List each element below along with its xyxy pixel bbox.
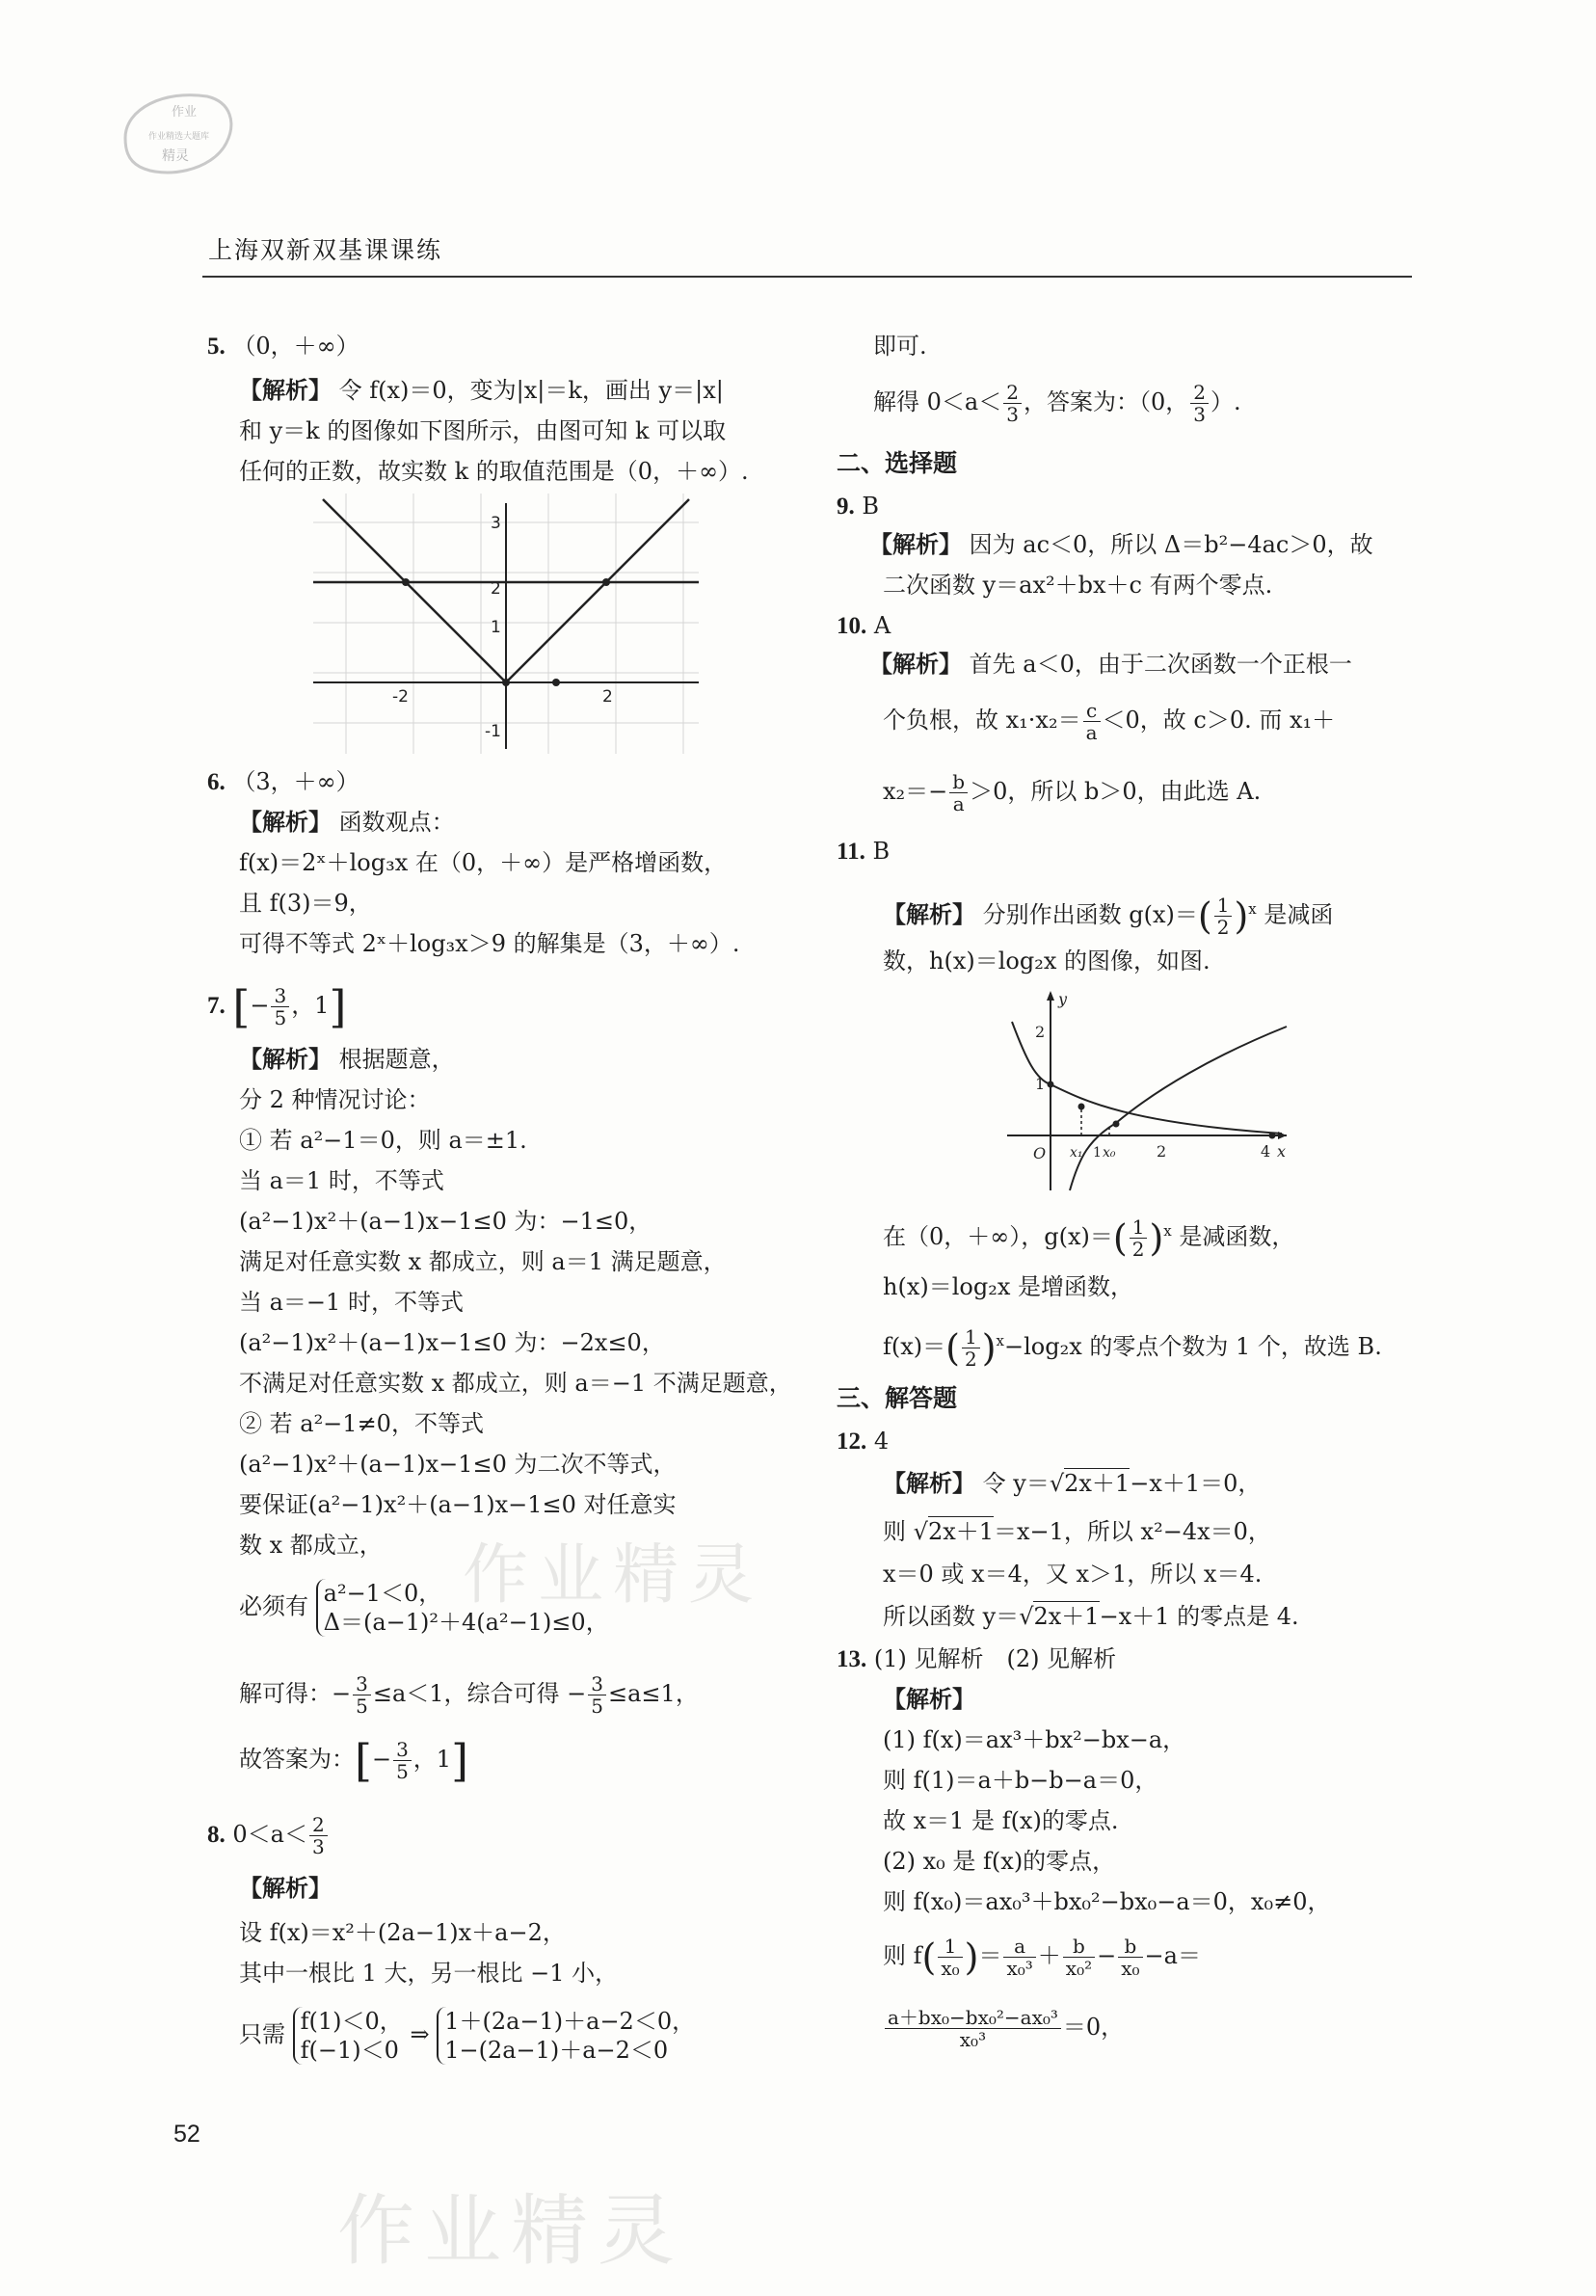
- q7-tag: 【解析】: [239, 1045, 332, 1073]
- q8-system-2: [437, 2007, 695, 2065]
- intersection-left: [402, 578, 410, 586]
- q7-line1: [239, 1045, 455, 1074]
- q8c-frac2-den: 3: [1193, 403, 1206, 426]
- q7-solve-frac2-num: 3: [588, 1673, 606, 1695]
- q6-tag: 【解析】: [239, 808, 332, 836]
- logo-text-2: 作业精选大题库: [148, 132, 210, 142]
- q13-l6-pre: 则 f: [883, 1942, 922, 1969]
- section-answer: 三、解答题: [837, 1384, 958, 1412]
- q8-ans-pre: 0＜a＜: [232, 1821, 307, 1848]
- q11-line1: 【解析】 分别作出函数 g(x)＝( $\frac{1}{2}$ )$^x$ 是减函: [883, 894, 1334, 939]
- q7-ans-num: 3: [271, 985, 289, 1007]
- q13-text-3: 故 x＝1 是 f(x)的零点.: [883, 1807, 1119, 1834]
- q11-c3-pre: f(x)＝: [883, 1333, 946, 1360]
- q7-text-7: (a²−1)x²＋(a−1)x−1≤0 为：−2x≤0，: [239, 1329, 665, 1356]
- q13-line7: [883, 2003, 1124, 2051]
- q12-root-1: 2x＋1: [1064, 1470, 1130, 1497]
- q8c-pre: 解得 0＜a＜: [873, 388, 1002, 415]
- q12-l2-pre: 则: [883, 1518, 914, 1545]
- q12-answer: 4: [873, 1428, 890, 1455]
- q13-text-4: (2) x₀ 是 f(x)的零点，: [883, 1848, 1116, 1875]
- q12-l1-pre: 令 y＝: [982, 1470, 1050, 1497]
- q7-final-pre: 故答案为：: [239, 1746, 355, 1773]
- section-choice: 二、选择题: [837, 449, 958, 477]
- q7-solve-end: ≤a≤1，: [608, 1680, 699, 1707]
- g2-ytick1: 1: [1035, 1075, 1046, 1093]
- q8-system: [239, 2007, 695, 2065]
- q10-frac-a2: a: [952, 792, 965, 815]
- q7-ans-fraction: [271, 985, 289, 1028]
- q8-tag: [239, 1874, 332, 1903]
- q11-c3-num: 1: [962, 1326, 980, 1348]
- graph-exp-log: [993, 983, 1291, 1195]
- q7-sys-1: a²−1＜0，: [323, 1580, 442, 1607]
- page-number: 52: [173, 2121, 200, 2148]
- q8-cont-solve: [873, 378, 1241, 426]
- q12-line2: 则 √2x＋1＝x−1，所以 x²−4x＝0，: [883, 1518, 1271, 1545]
- q10-frac-a: a: [1085, 721, 1098, 744]
- q7-text-11: 要保证(a²−1)x²＋(a−1)x−1≤0 对任意实: [239, 1491, 677, 1518]
- q12-root-2: 2x＋1: [927, 1518, 995, 1545]
- q5-line1: [239, 376, 724, 405]
- q5-tag: 【解析】: [239, 376, 332, 404]
- q11-c3-den: 2: [964, 1348, 977, 1371]
- q13-text-5: 则 f(x₀)＝ax₀³＋bx₀²−bx₀−a＝0，x₀≠0，: [883, 1888, 1331, 1915]
- q8-text-1: 设 f(x)＝x²＋(2a−1)x＋a−2，: [239, 1919, 566, 1946]
- q11-answer: B: [872, 838, 891, 865]
- graph-abs-x: [313, 494, 699, 754]
- q11-half-den: 2: [1216, 916, 1230, 939]
- q13-frac3: [1063, 1936, 1095, 1979]
- q12-l1-post: −x＋1＝0，: [1130, 1470, 1262, 1497]
- publisher-logo: [116, 85, 239, 181]
- q7-solve-frac1: [353, 1673, 371, 1717]
- q10-l2-pre: 个负根，故 x₁·x₂＝: [883, 707, 1081, 734]
- q10-head: [837, 611, 891, 641]
- g1-tick-neg2: -2: [392, 687, 409, 707]
- q13-text-1: (1) f(x)＝ax³＋bx²−bx−a，: [883, 1726, 1186, 1753]
- q12-root-3: 2x＋1: [1033, 1603, 1100, 1630]
- q8-s2: f(−1)＜0: [300, 2037, 399, 2064]
- q8c-open: （0，: [1138, 388, 1189, 415]
- q12-line3: x＝0 或 x＝4，又 x＞1，所以 x＝4.: [883, 1561, 1263, 1588]
- q13-frac1: [938, 1936, 962, 1979]
- q13-frac2-den: x₀³: [1006, 1957, 1033, 1980]
- q8-number: 8.: [207, 1822, 226, 1848]
- q7-final-num: 3: [393, 1739, 412, 1761]
- q12-head: [837, 1427, 889, 1456]
- q8-text-2: 其中一根比 1 大，另一根比 −1 小，: [239, 1960, 619, 1987]
- q13-answer: (1) 见解析 (2) 见解析: [873, 1645, 1117, 1672]
- q8-tag-text: 【解析】: [239, 1874, 332, 1902]
- q7-text-5: 满足对任意实数 x 都成立，则 a＝1 满足题意，: [239, 1248, 727, 1275]
- q8c-close: ）.: [1210, 388, 1241, 415]
- q10-line2: [883, 696, 1335, 744]
- q11-c3-post: −log₂x 的零点个数为 1 个，故选 B.: [1004, 1333, 1382, 1360]
- q7-final: 故答案为：[− $\frac{3}{5}$ ，1]: [239, 1734, 469, 1787]
- q7-text-3: 当 a＝1 时，不等式: [239, 1167, 444, 1194]
- q10-answer: A: [873, 612, 891, 639]
- q10-number: 10.: [837, 613, 867, 639]
- q5-text-1: 令 f(x)＝0，变为|x|＝k，画出 y＝|x|: [338, 377, 724, 404]
- q8-cont-line1: 即可.: [873, 333, 927, 360]
- q8-need: 只需: [239, 2020, 285, 2048]
- q7-system: [239, 1579, 609, 1637]
- q11-number: 11.: [837, 839, 865, 865]
- q7-ans-sign: −: [250, 992, 270, 1019]
- intersection-right: [602, 578, 610, 586]
- q6-first: 函数观点：: [338, 809, 455, 836]
- q11-c3-frac: [962, 1326, 980, 1370]
- q9-line1: [869, 530, 1373, 559]
- q7-first: 根据题意，: [338, 1046, 455, 1073]
- q11-conc3: f(x)＝( $\frac{1}{2}$ )$^x$−log₂x 的零点个数为 1 个，故选 B.: [883, 1325, 1382, 1371]
- q13-l6-post: −a＝: [1144, 1942, 1201, 1969]
- q11-c1-post: 是减函数，: [1179, 1223, 1295, 1250]
- q9-head: [837, 492, 879, 521]
- q8-ans-num: 2: [309, 1814, 328, 1836]
- g2-log-curve: [1070, 1027, 1287, 1190]
- q13-head: [837, 1644, 1116, 1674]
- q6-line1: [239, 808, 455, 837]
- q11-c1-frac: [1130, 1216, 1148, 1260]
- q7-text-6: 当 a＝−1 时，不等式: [239, 1289, 464, 1316]
- q13-frac1-num: 1: [938, 1936, 962, 1958]
- q7-solve-mid: ≤a＜1，综合可得 −: [372, 1680, 587, 1707]
- q7-system-brace: [316, 1579, 609, 1637]
- g2-four: 4: [1261, 1142, 1271, 1161]
- q7-solve-pre: 解可得：−: [239, 1680, 352, 1707]
- q7-must: 必须有: [239, 1592, 308, 1620]
- q7-text-10: (a²−1)x²＋(a−1)x−1≤0 为二次不等式，: [239, 1451, 677, 1478]
- q11-exp: x: [1248, 900, 1257, 918]
- q11-c1-pre: 在（0，＋∞），g(x)＝: [883, 1223, 1113, 1250]
- q13-frac3-den: x₀²: [1065, 1957, 1093, 1980]
- q8c-frac2: [1190, 382, 1209, 425]
- q13-frac3-num: b: [1063, 1936, 1095, 1958]
- q8-ans-frac: [309, 1814, 328, 1857]
- q7-final-frac: [393, 1739, 412, 1782]
- q12-line4: 所以函数 y＝√2x＋1−x＋1 的零点是 4.: [883, 1603, 1299, 1630]
- g1-yneg1: -1: [485, 722, 501, 741]
- q8-s1: f(1)＜0，: [300, 2008, 403, 2035]
- q13-text-2: 则 f(1)＝a＋b−b−a＝0，: [883, 1767, 1158, 1794]
- q6-answer: （3，＋∞）: [232, 768, 359, 795]
- q13-frac2: [1003, 1936, 1035, 1979]
- origin-point: [502, 679, 510, 686]
- q10-frac-b: b: [949, 771, 968, 793]
- q12-l4-pre: 所以函数 y＝: [883, 1603, 1020, 1630]
- q8-system-1: [293, 2007, 403, 2065]
- q8-head: [207, 1810, 330, 1859]
- q10-l3-post: ＞0，所以 b＞0，由此选 A.: [970, 778, 1262, 805]
- q7-text-2: ① 若 a²−1＝0，则 a＝±1.: [239, 1127, 527, 1154]
- q11-c1-den: 2: [1131, 1238, 1145, 1261]
- q8-t1: 1＋(2a−1)＋a−2＜0，: [444, 2008, 696, 2035]
- q7-head: 7. [− $\frac{3}{5}$ ，1]: [207, 980, 347, 1033]
- q6-number: 6.: [207, 769, 226, 795]
- g2-ytick2: 2: [1035, 1023, 1046, 1041]
- q8c-frac2-num: 2: [1190, 382, 1209, 404]
- q6-text-1: f(x)＝2ˣ＋log₃x 在（0，＋∞）是严格增函数，: [239, 849, 728, 876]
- g1-y3: 3: [491, 514, 501, 533]
- q11-head: [837, 837, 890, 867]
- q12-l4-post: −x＋1 的零点是 4.: [1099, 1603, 1299, 1630]
- header-rule: [202, 276, 1412, 278]
- q7-solve-frac1-num: 3: [353, 1673, 371, 1695]
- q9-first: 因为 ac＜0，所以 Δ＝b²−4ac＞0，故: [969, 531, 1373, 558]
- q7-number: 7.: [207, 993, 226, 1019]
- q8c-frac1: [1003, 382, 1022, 425]
- q11-c1-exp: x: [1163, 1222, 1172, 1240]
- q10-frac-ba: [949, 771, 968, 814]
- g2-x1: x₁: [1070, 1145, 1083, 1161]
- g2-origin: O: [1033, 1144, 1047, 1162]
- q7-solve-frac1-den: 5: [356, 1695, 368, 1718]
- q13-tag-text: 【解析】: [883, 1685, 975, 1713]
- q10-first: 首先 a＜0，由于二次函数一个正根一: [969, 651, 1352, 678]
- q8-t2: 1−(2a−1)＋a−2＜0: [444, 2037, 669, 2064]
- q8-arrow: ⇒: [410, 2020, 430, 2048]
- q10-frac-c: c: [1083, 700, 1101, 722]
- point-on-axis: [552, 679, 560, 686]
- q11-c3-exp: x: [996, 1332, 1005, 1349]
- g1-y2: 2: [491, 579, 501, 599]
- q7-final-den: 5: [396, 1760, 409, 1783]
- q12-tag: 【解析】: [883, 1469, 975, 1497]
- q6-head: [207, 767, 359, 797]
- q13-line6: 则 f( $\frac{1}{\text{x₀}}$ )＝ $\frac{a}{\text{x₀³}}$ ＋ $\frac{b}{\text{x₀²}}$ − $\frac{b}{\text{x₀}}$ −a＝: [883, 1935, 1201, 1980]
- g2-one: 1: [1093, 1145, 1102, 1161]
- q6-text-2: 且 f(3)＝9，: [239, 890, 372, 917]
- q9-answer: B: [862, 493, 880, 520]
- g2-two: 2: [1157, 1142, 1167, 1161]
- g2-y-label: y: [1058, 990, 1068, 1008]
- q7-text-12: 数 x 都成立，: [239, 1532, 383, 1559]
- q5-text-3: 任何的正数，故实数 k 的取值范围是（0，＋∞）.: [239, 458, 749, 485]
- q13-big-den: x₀³: [959, 2028, 987, 2051]
- q10-frac-ca: [1083, 700, 1101, 743]
- q13-number: 13.: [837, 1646, 867, 1672]
- q13-big-num: a＋bx₀−bx₀²−ax₀³: [885, 2007, 1061, 2029]
- q10-line3: [883, 767, 1261, 815]
- q6-text-3: 可得不等式 2ˣ＋log₃x＞9 的解集是（3，＋∞）.: [239, 930, 740, 957]
- q8c-mid: ，答案为：: [1023, 388, 1139, 415]
- book-title: 上海双新双基课课练: [208, 236, 443, 264]
- q8c-frac1-num: 2: [1003, 382, 1022, 404]
- q7-text-4: (a²−1)x²＋(a−1)x−1≤0 为：−1≤0，: [239, 1208, 652, 1235]
- q7-solve-frac2-den: 5: [591, 1695, 604, 1718]
- q5-answer: （0，＋∞）: [232, 333, 359, 360]
- q7-text-1: 分 2 种情况讨论：: [239, 1086, 431, 1113]
- q10-tag: 【解析】: [869, 650, 962, 678]
- logo-text-3: 精灵: [162, 148, 189, 164]
- q13-tag: [883, 1685, 975, 1714]
- q7-final-tail: ，1: [412, 1746, 452, 1773]
- q7-solve: [239, 1669, 699, 1718]
- q5-text-2: 和 y＝k 的图像如下图所示，由图可知 k 可以取: [239, 417, 727, 444]
- q13-frac4: [1118, 1936, 1142, 1979]
- q13-big-frac: [885, 2007, 1061, 2050]
- q10-l3-pre: x₂＝−: [883, 778, 948, 805]
- q12-line1: 【解析】 令 y＝√2x＋1−x＋1＝0，: [883, 1469, 1262, 1497]
- q12-number: 12.: [837, 1428, 867, 1455]
- q9-tag: 【解析】: [869, 530, 962, 558]
- q5-number: 5.: [207, 334, 226, 360]
- q7-ans-den: 5: [274, 1006, 287, 1029]
- q11-conc1: 在（0，＋∞），g(x)＝( $\frac{1}{2}$ )$^x$ 是减函数，: [883, 1215, 1295, 1261]
- q11-c1-num: 1: [1130, 1216, 1148, 1239]
- watermark-mid: 作业精灵: [463, 1537, 764, 1614]
- logo-text-1: 作业: [172, 105, 198, 120]
- q7-solve-frac2: [588, 1673, 606, 1717]
- q13-frac1-den: x₀: [941, 1957, 960, 1980]
- q9-number: 9.: [837, 494, 855, 520]
- q11-first-pre: 分别作出函数 g(x)＝: [982, 901, 1198, 928]
- g2-x-label: x: [1277, 1142, 1287, 1161]
- q10-line1: [869, 650, 1352, 679]
- q9-line2: 二次函数 y＝ax²＋bx＋c 有两个零点.: [883, 572, 1273, 599]
- q7-final-sign: −: [371, 1746, 392, 1773]
- q7-sys-2: Δ＝(a−1)²＋4(a²−1)≤0，: [323, 1609, 609, 1636]
- g1-y1: 1: [491, 618, 501, 637]
- q13-frac2-num: a: [1003, 1936, 1035, 1958]
- q7-ans-tail: ，1: [291, 992, 330, 1019]
- g2-x0: x₀: [1103, 1145, 1116, 1161]
- q8-ans-den: 3: [311, 1835, 325, 1858]
- q5-head: [207, 332, 359, 361]
- q12-l2-post: ＝x−1，所以 x²−4x＝0，: [994, 1518, 1271, 1545]
- g1-tick-2: 2: [602, 687, 613, 707]
- q11-half-num: 1: [1214, 894, 1233, 917]
- q13-frac4-num: b: [1118, 1936, 1142, 1958]
- q11-tag: 【解析】: [883, 900, 975, 928]
- q11-first-post: 是减函: [1264, 901, 1334, 928]
- q7-text-8: 不满足对任意实数 x 都成立，则 a＝−1 不满足题意，: [239, 1370, 792, 1397]
- g2-exp-curve: [1012, 1022, 1282, 1134]
- q11-frac-half: [1214, 894, 1233, 938]
- watermark-bottom: 作业精灵: [337, 2186, 684, 2276]
- q13-frac4-den: x₀: [1121, 1957, 1140, 1980]
- q8c-frac1-den: 3: [1006, 403, 1019, 426]
- q7-text-9: ② 若 a²−1≠0，不等式: [239, 1410, 484, 1437]
- q11-conc2: h(x)＝log₂x 是增函数，: [883, 1273, 1133, 1300]
- q11-line2: 数，h(x)＝log₂x 的图像，如图.: [883, 948, 1210, 974]
- q10-l2-post: ＜0，故 c＞0. 而 x₁＋: [1102, 707, 1336, 734]
- q13-big-post: ＝0，: [1062, 2014, 1125, 2041]
